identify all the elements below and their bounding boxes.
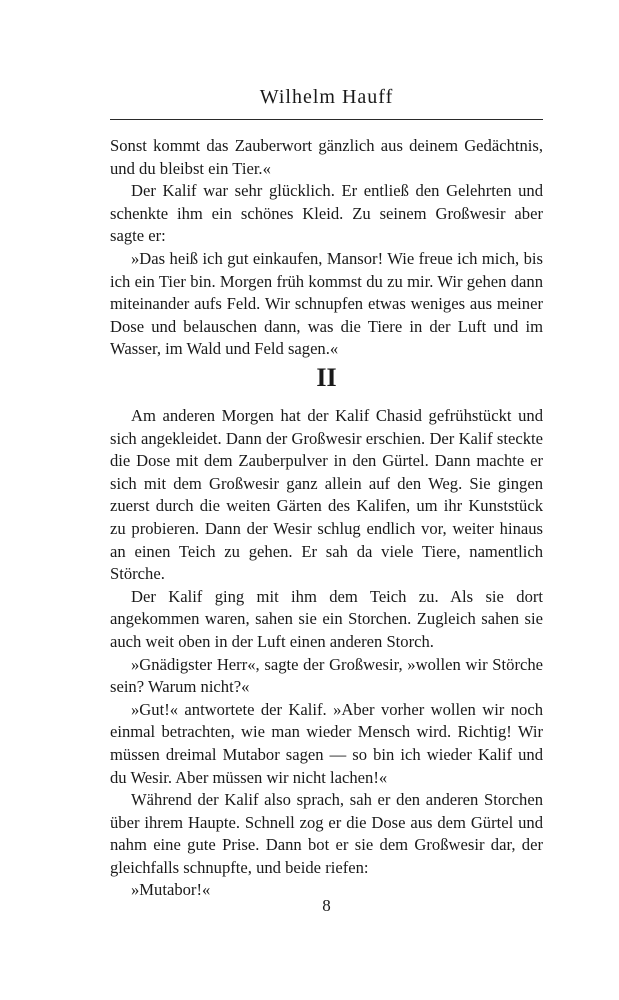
header-rule xyxy=(110,119,543,120)
paragraph: Sonst kommt das Zauberwort gänzlich aus deinem Gedächtnis, und du bleibst ein Tier.« xyxy=(110,136,543,178)
paragraph: »Das heiß ich gut einkaufen, Mansor! Wie freue ich mich, bis ich ein Tier bin. Morgen früh kommst du zu mir. Wir gehen dann miteinander aufs Feld. Wir schnupfen etwas weniges aus meiner Dose und belauschen dann, was die Tiere in der Luft und im Wasser, im Wald und Feld sagen.« xyxy=(110,248,543,359)
paragraph: Während der Kalif also sprach, sah er den anderen Storchen über ihrem Haupte. Schnell zog er die Dose aus dem Gürtel und nahm eine gute Prise. Dann bot er sie dem Großwesir dar, der gleichfalls schnupfte, und beide riefen: xyxy=(110,790,543,877)
page-number: 8 xyxy=(322,896,331,915)
paragraph: »Gut!« antwortete der Kalif. »Aber vorher wollen wir noch einmal betrachten, wie man wieder Mensch wird. Richtig! Wir müssen dreimal Mutabor sagen — so bin ich wieder Kalif und du Wesir. Aber müssen wir nicht lachen!« xyxy=(110,699,543,787)
paragraph: Der Kalif war sehr glücklich. Er entließ den Gelehrten und schenkte ihm ein schönes Kleid. Zu seinem Großwesir aber sagte er: xyxy=(110,181,543,246)
paragraph: Der Kalif ging mit ihm dem Teich zu. Als sie dort angekommen waren, sahen sie ein Storchen. Zugleich sahen sie auch weit oben in der Luft einen anderen Storch. xyxy=(110,586,543,651)
paragraph: »Gnädigster Herr«, sagte der Großwesir, »wollen wir Störche sein? Warum nicht?« xyxy=(110,654,543,697)
paragraph: Am anderen Morgen hat der Kalif Chasid gefrühstückt und sich angekleidet. Dann der Großwesir erschien. Der Kalif steckte die Dose mit dem Zauberpulver in den Gürtel. Dann machte er sich mit dem Großwesir ganz allein auf den Weg. Sie gingen zuerst durch die weiten Gärten des Kalifen, um ihr Kunststück zu probieren. Dann der Wesir schlug endlich vor, weiter hinaus an einen Teich zu gehen. Er sah da viele Tiere, namentlich Störche. xyxy=(110,406,543,584)
section-two-text xyxy=(110,405,543,902)
section-one-text xyxy=(110,135,543,361)
running-title: Wilhelm Hauff xyxy=(259,86,394,108)
paragraph: »Mutabor!« xyxy=(131,880,211,900)
chapter-heading: II xyxy=(316,363,337,392)
